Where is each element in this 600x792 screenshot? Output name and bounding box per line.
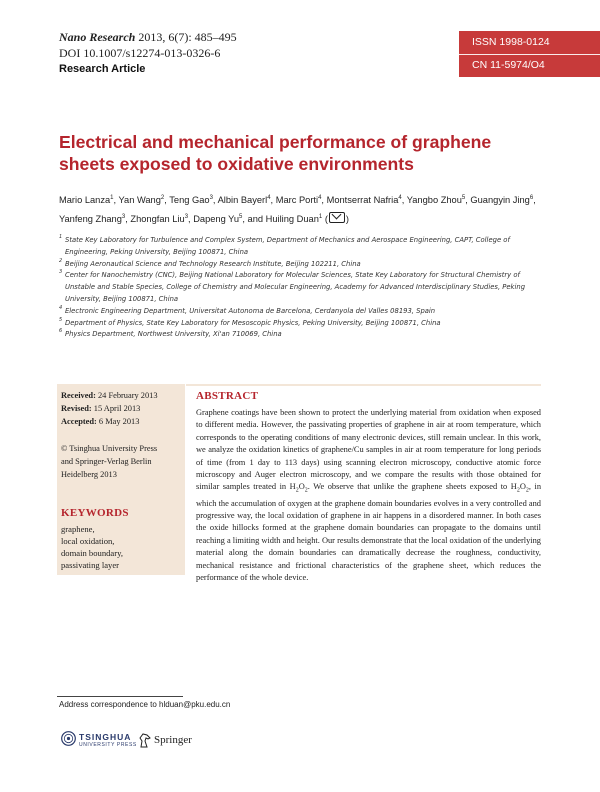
affiliation-text: Center for Nanochemistry (CNC), Beijing National Laboratory for Molecular Sciences, State Key Laboratory for Structural Chemistry of Unstable and Stable Species, College of Chemistry and Molecular Engineering, Academy for Advanced Interdisciplinary Studies, Peking University, Beijing 100871, China [65,271,526,303]
author-name: Yangbo Zhou [406,195,462,206]
author-affiliation-number: 4 [267,195,271,201]
affiliation-number: 6 [59,328,63,335]
received-date: 24 February 2013 [97,391,158,400]
journal-name: Nano Research [59,30,136,44]
author-affiliation-number: 4 [318,195,322,201]
affiliation-item [59,259,545,271]
issn: ISSN 1998-0124 [472,36,550,48]
copyright-line-3: Heidelberg 2013 [61,470,117,479]
author-affiliation-number: 2 [160,195,165,201]
issn-banner [459,31,600,77]
cn-number: CN 11-5974/O4 [472,59,545,71]
author-separator: , [113,195,119,206]
author-separator: , [212,195,218,206]
abstract-body [196,407,541,584]
keyword-item: graphene, [61,524,95,534]
affiliation-item [59,318,545,330]
copyright-line-2: and Springer-Verlag Berlin [61,457,152,466]
author-name: Yanfeng Zhang [59,213,122,224]
affiliation-item [59,235,545,259]
envelope-icon[interactable] [329,212,345,223]
author-name: Yan Wang [118,195,161,206]
affiliation-item [59,270,545,305]
accepted-label: Accepted: [61,417,97,426]
subscript: 2 [516,488,520,495]
oxygen-symbol: O [519,482,526,492]
author-name: Zhongfan Liu [130,213,185,224]
author-separator: , [164,195,170,206]
affiliation-number: 4 [59,304,63,311]
subscript: 2 [304,488,308,495]
springer-horse-icon [138,733,152,753]
article-type: Research Article [59,63,146,75]
received-line [61,390,158,401]
author-affiliation-number: 6 [529,195,534,201]
affiliation-number: 1 [59,234,63,240]
keyword-item: domain boundary, [61,548,123,558]
journal-citation: 2013, 6(7): 485–495 [138,30,237,44]
abstract-text-part-3: , in which the accumulation of oxygen at the graphene domain boundaries evolves in a very controlled and progressive way, the local oxidation of graphene in air happens in a disordered manner. In both cases the oxide hillocks formed at the graphene domain boundaries can propagate to the domains until reaching a limiting width and height. Our results demonstrate that the local oxidation of the underlying material along the domain boundaries can dramatically decrease the roughness, conductivity, mechanical resistance and frictional characteristics of the graphene sheet, which reduces the performance of the whole device. [196,482,542,582]
journal-citation-line [59,30,237,44]
author-name: Guangyin Jing [470,195,530,206]
affiliation-item [59,306,545,318]
author-name: Huiling Duan [265,213,319,224]
author-separator: , [125,213,131,224]
doi[interactable]: DOI 10.1007/s12274-013-0326-6 [59,46,221,60]
abstract-top-rule [186,384,541,386]
subscript: 2 [525,488,529,495]
footnote-rule [57,696,183,697]
abstract-heading: ABSTRACT [196,390,259,402]
accepted-date: 6 May 2013 [98,417,140,426]
revised-line [61,403,140,414]
author-affiliation-number: 3 [184,213,189,220]
article-title [59,131,529,176]
issn-divider [459,54,600,55]
tsinghua-seal-icon [61,731,76,751]
copyright-line-1: © Tsinghua University Press [61,444,158,453]
author-affiliation-number: 5 [239,213,243,220]
author-separator: , [321,195,327,206]
affiliation-number: 5 [59,316,63,323]
correspondence-note[interactable]: Address correspondence to hlduan@pku.edu.cn [59,700,231,709]
author-separator: , and [242,213,266,224]
springer-logo-text: Springer [154,734,192,746]
publisher-name-line-1: TSINGHUA [79,732,132,742]
revised-date: 15 April 2013 [93,404,141,413]
title-line-1: Electrical and mechanical performance of graphene [59,132,492,152]
affiliation-number: 2 [59,257,63,264]
oxygen-symbol: O [298,482,305,492]
keyword-item: local oxidation, [61,536,115,546]
affiliation-text: Department of Physics, State Key Laboratory for Mesoscopic Physics, Peking University, Beijing 100871, China [65,318,441,327]
author-separator: , [188,213,194,224]
accepted-line [61,416,139,427]
author-affiliation-number: 3 [121,213,126,220]
author-separator: , [401,195,407,206]
publisher-name-line-2: UNIVERSITY PRESS [79,742,137,748]
author-separator: , [270,195,276,206]
author-list: Mario Lanza$^1$, Yan Wang$^2$, Teng Gao$^3$, Albin Bayerl$^4$, Marc Porti$^4$, Montserrat Nafria$^4$, Yangbo Zhou$^5$, Guangyin Jing$^6$, Yanfeng Zhang$^3$, Zhongfan Liu$^3$, Dapeng Yu$^5$, and Huiling Duan$^1$ ( ) [59,195,536,224]
revised-label: Revised: [61,404,92,413]
affiliation-text: Beijing Aeronautical Science and Technology Research Institute, Beijing 102211, China [65,259,361,268]
affiliation-text: Physics Department, Northwest University, Xi'an 710069, China [65,330,282,339]
affiliation-number: 3 [59,269,63,276]
author-separator: , [533,195,536,206]
affiliation-list [59,235,545,341]
abstract-text-part-1: Graphene coatings have been shown to protect the underlying material from oxidation when exposed to different media. However, the passivating properties of graphene in air at room temperature, which corresponds to the operating conditions of many electronic devices, still remain unclear. In this work, we analyze the oxidation kinetics of graphene/Cu samples in air at room temperature for long periods of time (from 1 day to 113 days) using scanning electron microscopy, conductive atomic force microscopy and Auger electron microscopy, and we compare the results with those obtained for similar samples treated in H [196,408,541,492]
author-affiliation-number: 1 [110,195,114,201]
author-name: Albin Bayerl [217,195,268,206]
keywords-heading: KEYWORDS [61,507,129,519]
title-line-2: sheets exposed to oxidative environments [59,154,414,175]
affiliation-text: Electronic Engineering Department, Universitat Autonoma de Barcelona, Cerdanyola del Valles 08193, Spain [65,306,436,315]
keyword-item: passivating layer [61,560,119,570]
author-affiliation-number: 3 [209,195,213,201]
author-name: Dapeng Yu [193,213,240,224]
affiliation-text: State Key Laboratory for Turbulence and Complex System, Department of Mechanics and Aerospace Engineering, CAPT, College of Engineering, Peking University, Beijing 100871, China [65,236,510,256]
author-affiliation-number: 1 [318,213,323,220]
author-affiliation-number: 4 [398,195,402,201]
author-name: Teng Gao [169,195,210,206]
abstract-text-part-2: . We observe that unlike the graphene sheets exposed to H [307,482,517,492]
received-label: Received: [61,391,96,400]
author-name: Mario Lanza [59,195,111,206]
tsinghua-press-logo [79,733,137,749]
author-separator: , [465,195,471,206]
author-name: Marc Porti [275,195,319,206]
subscript: 2 [295,488,299,495]
article-info-sidebar [57,384,185,575]
author-name: Montserrat Nafria [326,195,399,206]
author-affiliation-number: 5 [461,195,466,201]
affiliation-item [59,329,545,341]
